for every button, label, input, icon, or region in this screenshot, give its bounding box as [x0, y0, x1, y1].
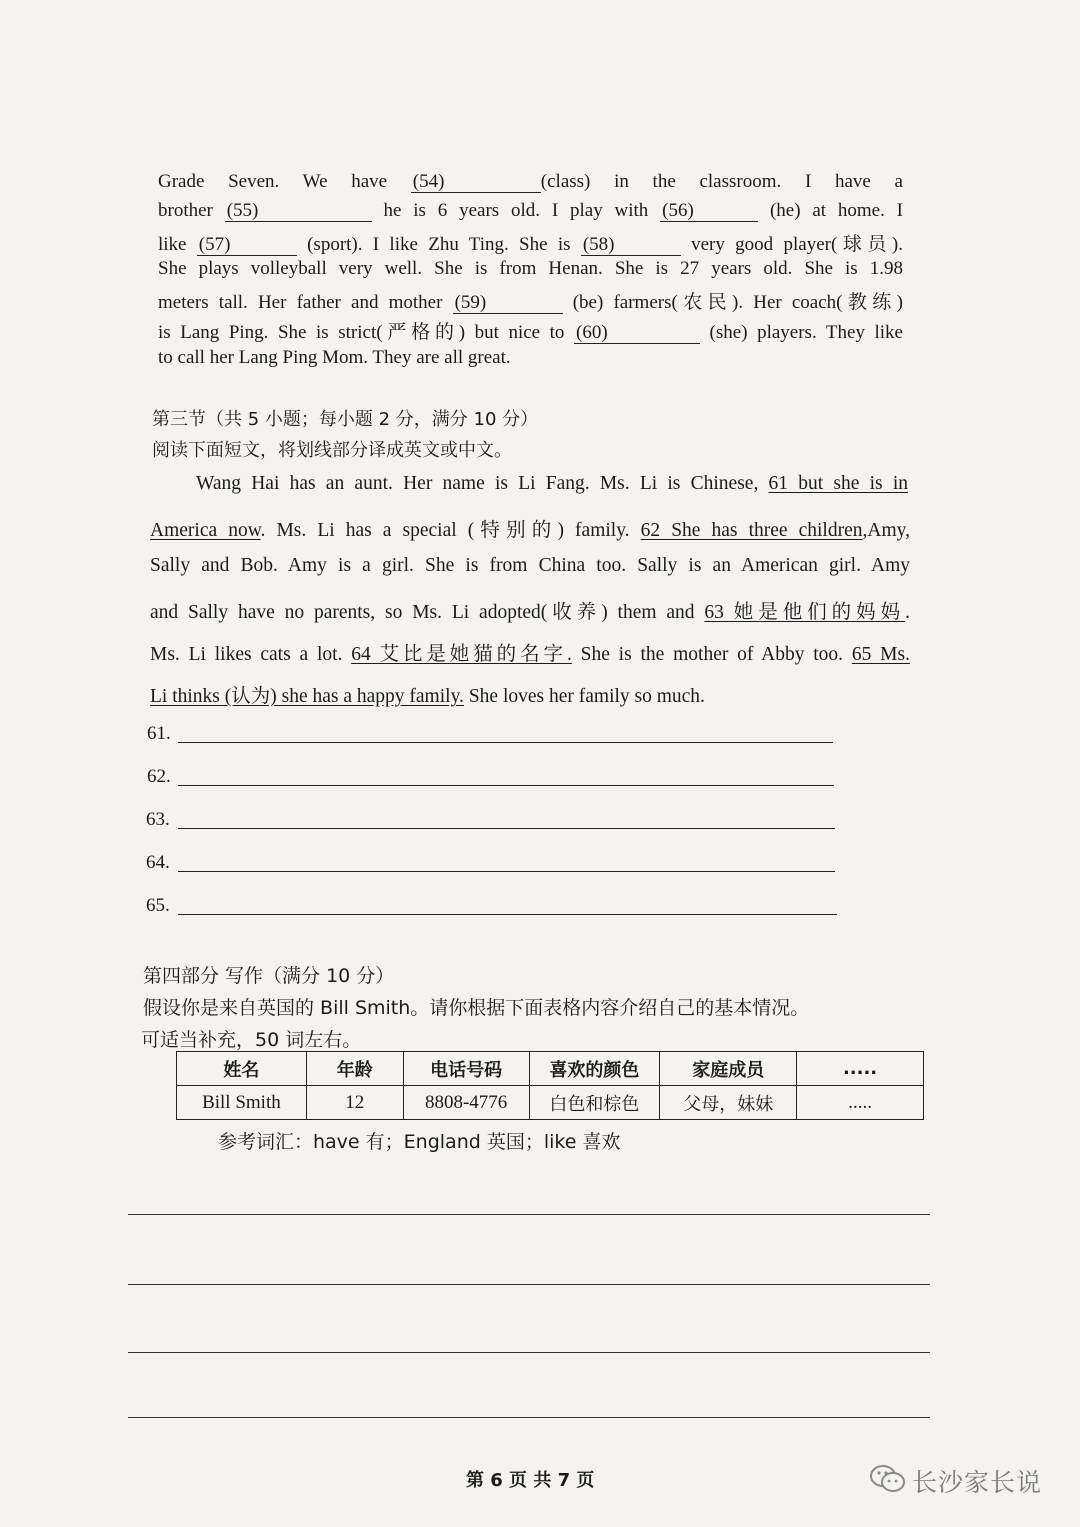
answer-line[interactable] [178, 871, 835, 872]
table-cell: Bill Smith [177, 1086, 307, 1120]
passage-line: meters tall. Her father and mother (59) (be) farmers(农民). Her coach(教练) [158, 292, 903, 313]
table-header-cell: 姓名 [177, 1052, 307, 1086]
answer-number: 63. [146, 809, 170, 830]
section4-instruction-2: 可适当补充，50 词左右。 [141, 1029, 362, 1051]
reference-vocab: 参考词汇：have 有；England 英国；like 喜欢 [218, 1131, 621, 1153]
table-header-cell: 电话号码 [403, 1052, 529, 1086]
answer-line[interactable] [178, 828, 835, 829]
passage-line: is Lang Ping. She is strict(严格的) but nice to (60) (she) players. They like [158, 322, 903, 343]
answer-number: 61. [147, 723, 171, 744]
passage-line: Ms. Li likes cats a lot. 64 艾比是她猫的名字. She is the mother of Abby too. 65 Ms. [150, 644, 910, 665]
answer-blank: (58) [581, 235, 681, 256]
answer-blank: (55) [225, 201, 372, 222]
answer-number: 62. [147, 766, 171, 787]
table-header-cell: 喜欢的颜色 [529, 1052, 660, 1086]
writing-line[interactable] [128, 1284, 930, 1285]
table-cell: ..... [797, 1086, 924, 1120]
passage-line: America now. Ms. Li has a special (特别的) family. 62 She has three children,Amy, [150, 520, 910, 541]
passage-line: She plays volleyball very well. She is from Henan. She is 27 years old. She is 1.98 [158, 258, 903, 279]
wechat-icon [868, 1462, 908, 1496]
answer-blank: (59) [453, 293, 563, 314]
writing-line[interactable] [128, 1417, 930, 1418]
answer-line[interactable] [178, 914, 837, 915]
table-cell: 12 [306, 1086, 403, 1120]
table-cell: 8808-4776 [403, 1086, 529, 1120]
passage-line: Li thinks (认为) she has a happy family. She loves her family so much. [150, 686, 705, 707]
answer-blank: (54) [411, 172, 541, 193]
passage-line: brother (55) he is 6 years old. I play with (56) (he) at home. I [158, 200, 903, 221]
writing-line[interactable] [128, 1214, 930, 1215]
writing-line[interactable] [128, 1352, 930, 1353]
passage-line: Grade Seven. We have (54) (class) in the classroom. I have a [158, 171, 903, 192]
passage-line: and Sally have no parents, so Ms. Li adopted(收养) them and 63 她是他们的妈妈. [150, 602, 910, 623]
table-cell: 父母，妹妹 [660, 1086, 797, 1120]
answer-line[interactable] [178, 785, 834, 786]
passage-line: like (57) (sport). I like Zhu Ting. She is (58) very good player(球员). [158, 234, 904, 255]
section4-instruction: 假设你是来自英国的 Bill Smith。请你根据下面表格内容介绍自己的基本情况。 [143, 997, 810, 1019]
table-header-cell: ..... [797, 1052, 924, 1086]
section3-title: 第三节（共 5 小题；每小题 2 分，满分 10 分） [152, 409, 539, 430]
answer-blank: (60) [574, 323, 700, 344]
passage-line: Wang Hai has an aunt. Her name is Li Fang. Ms. Li is Chinese, 61 but she is in [196, 473, 908, 494]
answer-number: 65. [146, 895, 170, 916]
answer-line[interactable] [178, 742, 833, 743]
table-header-cell: 年龄 [306, 1052, 403, 1086]
answer-number: 64. [146, 852, 170, 873]
table-header-cell: 家庭成员 [660, 1052, 797, 1086]
section3-instruction: 阅读下面短文，将划线部分译成英文或中文。 [152, 440, 512, 461]
answer-blank: (57) [197, 235, 297, 256]
page-number: 第 6 页 共 7 页 [466, 1470, 595, 1491]
section4-title: 第四部分 写作（满分 10 分） [143, 965, 395, 987]
passage-line: Sally and Bob. Amy is a girl. She is from China too. Sally is an American girl. Amy [150, 555, 910, 576]
table-row [177, 1086, 924, 1120]
watermark: 长沙家长说 [912, 1468, 1043, 1497]
table-cell: 白色和棕色 [529, 1086, 660, 1120]
info-table [176, 1051, 924, 1120]
passage-line: to call her Lang Ping Mom. They are all great. [158, 347, 511, 368]
table-header-row [177, 1052, 924, 1086]
answer-blank: (56) [660, 201, 758, 222]
